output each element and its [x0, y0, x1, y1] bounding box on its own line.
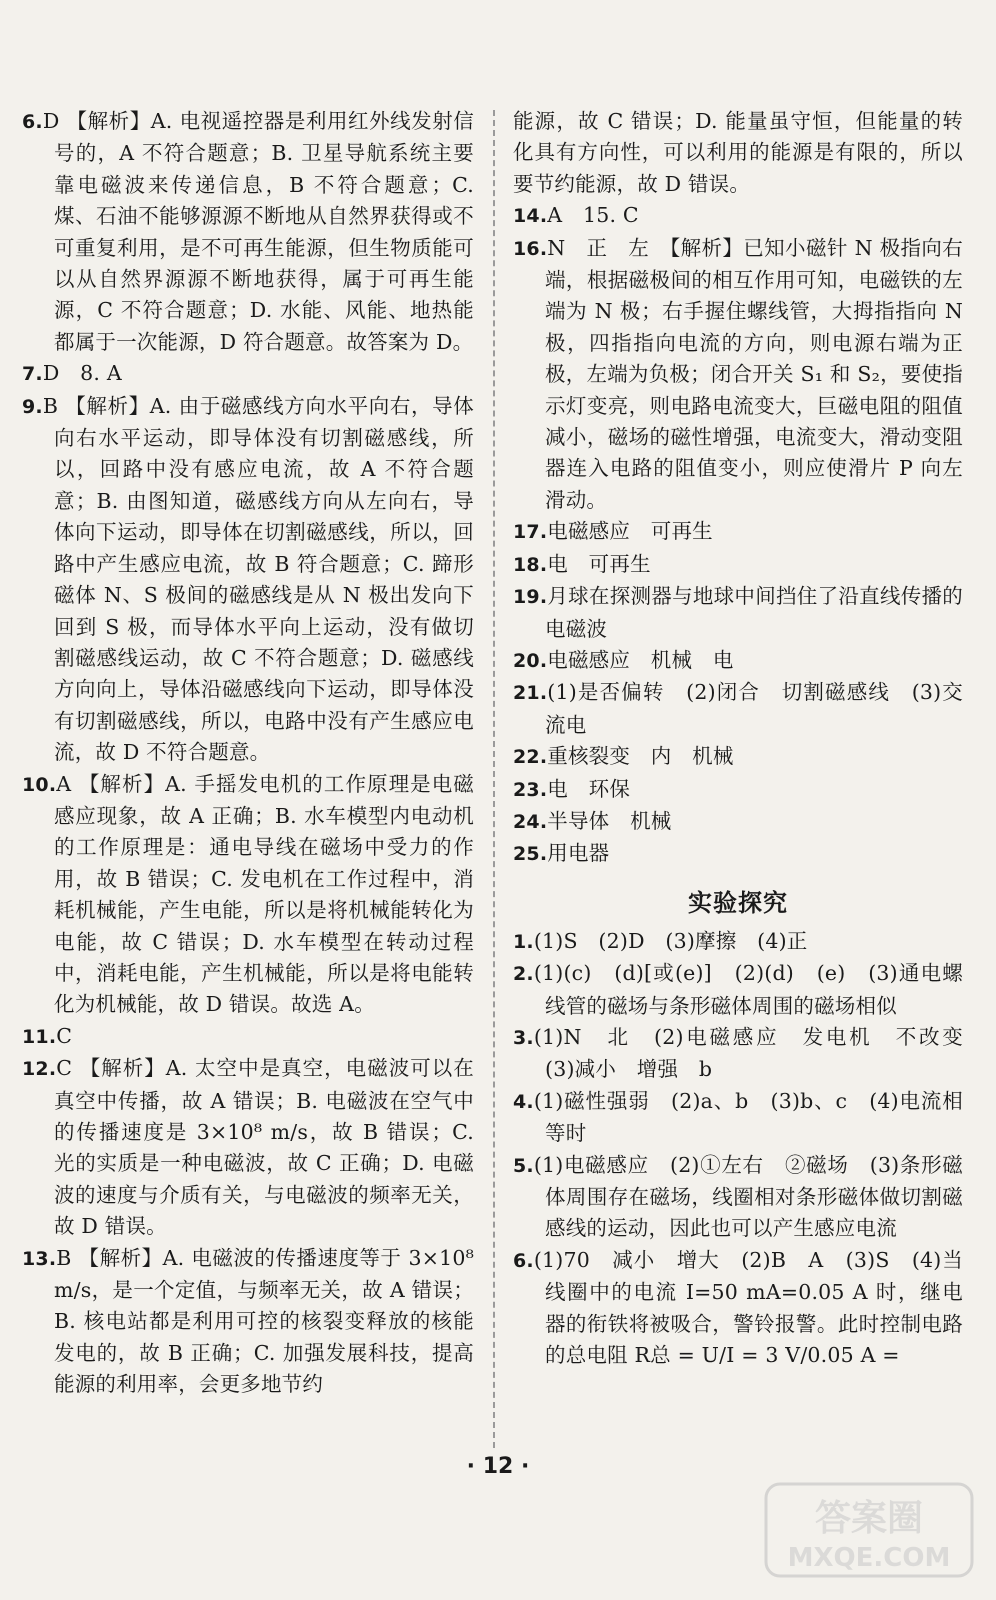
left-column [22, 106, 474, 1401]
answer-text: (1)是否偏转 (2)闭合 切割磁感线 (3)交流电 [545, 680, 963, 737]
answer-entry [513, 581, 963, 645]
answer-entry [513, 516, 963, 548]
question-number: 13. [22, 1247, 57, 1270]
question-number: 6. [513, 1249, 534, 1272]
answer-text: 半导体 机械 [547, 808, 672, 833]
question-number: 17. [513, 521, 548, 544]
question-number: 7. [22, 363, 43, 386]
question-number: 12. [22, 1058, 57, 1081]
question-number: 16. [513, 237, 548, 260]
question-number: 9. [22, 395, 43, 418]
question-number: 2. [513, 963, 534, 986]
answer-text: (1)(c) (d)[或(e)] (2)(d) (e) (3)通电螺线管的磁场与条形磁体周围的磁场相似 [533, 961, 963, 1018]
question-number: 4. [513, 1090, 534, 1113]
answer-entry [513, 926, 963, 958]
answer-entry [513, 774, 963, 806]
question-number: 23. [513, 778, 548, 801]
answer-entry [22, 391, 474, 769]
question-number: 19. [513, 586, 548, 609]
answer-text: D 【解析】A. 电视遥控器是利用红外线发射信号的，A 不符合题意；B. 卫星导航系统主要靠电磁波来传递信息，B 不符合题意；C. 煤、石油不能够源源不断地从自然界获得或不可重复利用，是不可再生能源，但生物质能可以从自然界源源不断地获得，属于可再生能源，C 不符合题意；D. 水能、风能、地热能都属于一次能源，D 符合题意。故答案为 D。 [42, 109, 474, 354]
answer-entry [513, 1245, 963, 1372]
answer-entry [513, 1086, 963, 1150]
answer-text: N 正 左 【解析】已知小磁针 N 极指向右端，根据磁极间的相互作用可知，电磁铁的左端为 N 极；右手握住螺线管，大拇指指向 N 极，四指指向电流的方向，则电源右端为正极，左端为负极；闭合开关 S₁ 和 S₂，要使指示灯变亮，则电路电流变大，巨磁电阻的阻值减小，磁场的磁性增强，电流变大，滑动变阻器连入电路的阻值变小，则应使滑片 P 向左滑动。 [545, 235, 963, 512]
question-number: 5. [513, 1154, 534, 1177]
answer-entry [513, 806, 963, 838]
question-number: 18. [513, 553, 548, 576]
answer-text: 能源，故 C 错误；D. 能量虽守恒，但能量的转化具有方向性，可以利用的能源是有限的，所以要节约能源，故 D 错误。 [513, 109, 963, 196]
answer-entry [22, 1053, 474, 1242]
watermark-line2: MXQE.COM [787, 1543, 951, 1573]
answer-entry [513, 958, 963, 1022]
answer-text: C 【解析】A. 太空中是真空，电磁波可以在真空中传播，故 A 错误；B. 电磁波在空气中的传播速度是 3×10⁸ m/s，故 B 错误；C. 光的实质是一种电磁波，故 C 正确；D. 电磁波的速度与介质有关，与电磁波的频率无关，故 D 错误。 [54, 1056, 474, 1239]
answer-text: 用电器 [547, 841, 610, 866]
answer-text: 重核裂变 内 机械 [547, 744, 734, 769]
watermark-line1: 答案圈 [814, 1498, 924, 1539]
answer-entry [22, 1021, 474, 1053]
question-number: 21. [513, 682, 548, 705]
answer-text: (1)N 北 (2)电磁感应 发电机 不改变 (3)减小 增强 b [533, 1024, 984, 1082]
answer-text: 电磁感应 机械 电 [547, 647, 734, 672]
page-number: · 12 · [466, 1454, 530, 1479]
answer-text: (1)磁性强弱 (2)a、b (3)b、c (4)电流相等时 [533, 1088, 963, 1146]
answer-entry [513, 106, 963, 200]
question-number: 11. [22, 1025, 57, 1048]
answer-text: 电磁感应 可再生 [547, 519, 713, 544]
question-number: 3. [513, 1026, 534, 1049]
answer-entry [513, 200, 963, 232]
answer-entry [513, 549, 963, 581]
answer-entry [513, 838, 963, 870]
answer-text: (1)70 减小 增大 (2)B A (3)S (4)当线圈中的电流 I=50 mA=0.05 A 时，继电器的衔铁将被吸合，警铃报警。此时控制电路的总电阻 R总 = U/I = 3 V/0.05 A = [533, 1247, 963, 1368]
question-number: 25. [513, 843, 548, 866]
right-column [513, 106, 984, 1371]
answer-text: A 【解析】A. 手摇发电机的工作原理是电磁感应现象，故 A 正确；B. 水车模型内电动机的工作原理是：通电导线在磁场中受力的作用，故 B 错误；C. 发电机在工作过程中，消耗机械能，产生电能，所以是将机械能转化为电能，故 C 错误；D. 水车模型在转动过程中，消耗电能，产生机械能，所以是将电能转化为机械能，故 D 错误。故选 A。 [54, 771, 474, 1017]
answer-entry [22, 769, 474, 1021]
answer-entry [513, 1150, 963, 1245]
answer-text: 电 可再生 [547, 551, 651, 576]
answer-entry [513, 1022, 984, 1086]
answer-text: A 15. C [547, 203, 639, 228]
question-number: 1. [513, 930, 534, 953]
column-divider [493, 110, 495, 1448]
answer-text: D 8. A [42, 361, 122, 386]
answer-text: 电 环保 [547, 776, 631, 801]
question-number: 24. [513, 810, 548, 833]
answer-text: C [56, 1023, 73, 1048]
answer-text: (1)S (2)D (3)摩擦 (4)正 [533, 928, 808, 953]
answer-text: B 【解析】A. 电磁波的传播速度等于 3×10⁸ m/s，是一个定值，与频率无关，故 A 错误；B. 核电站都是利用可控的核裂变释放的核能发电的，故 B 正确；C. 加强发展科技，提高能源的利用率，会更多地节约 [54, 1245, 474, 1397]
answer-entry [513, 677, 963, 741]
question-number: 20. [513, 649, 548, 672]
question-number: 14. [513, 205, 548, 228]
answer-entry [513, 233, 963, 517]
question-number: 22. [513, 746, 548, 769]
answer-text: 月球在探测器与地球中间挡住了沿直线传播的电磁波 [545, 584, 963, 641]
answer-entry [513, 645, 963, 677]
section-title: 实验探究 [688, 888, 788, 917]
question-number: 10. [22, 773, 57, 796]
answer-entry [513, 741, 963, 773]
answer-entry [22, 358, 474, 390]
answer-text: B 【解析】A. 由于磁感线方向水平向右，导体向右水平运动，即导体没有切割磁感线，所以，回路中没有感应电流，故 A 不符合题意；B. 由图知道，磁感线方向从左向右，导体向下运动，即导体在切割磁感线，所以，回路中产生感应电流，故 B 符合题意；C. 蹄形磁体 N、S 极间的磁感线是从 N 极出发向下回到 S 极，而导体水平向上运动，没有做切割磁感线运动，故 C 不符合题意；D. 磁感线方向向上，导体沿磁感线向下运动，即导体没有切割磁感线，所以，电路中没有产生感应电流，故 D 不符合题意。 [42, 393, 474, 765]
watermark-logo-icon [764, 1482, 974, 1578]
answer-entry [22, 106, 474, 358]
answer-text: (1)电磁感应 (2)①左右 ②磁场 (3)条形磁体周围存在磁场，线圈相对条形磁体做切割磁感线的运动，因此也可以产生感应电流 [533, 1152, 963, 1241]
answer-entry [22, 1243, 474, 1401]
question-number: 6. [22, 111, 43, 133]
